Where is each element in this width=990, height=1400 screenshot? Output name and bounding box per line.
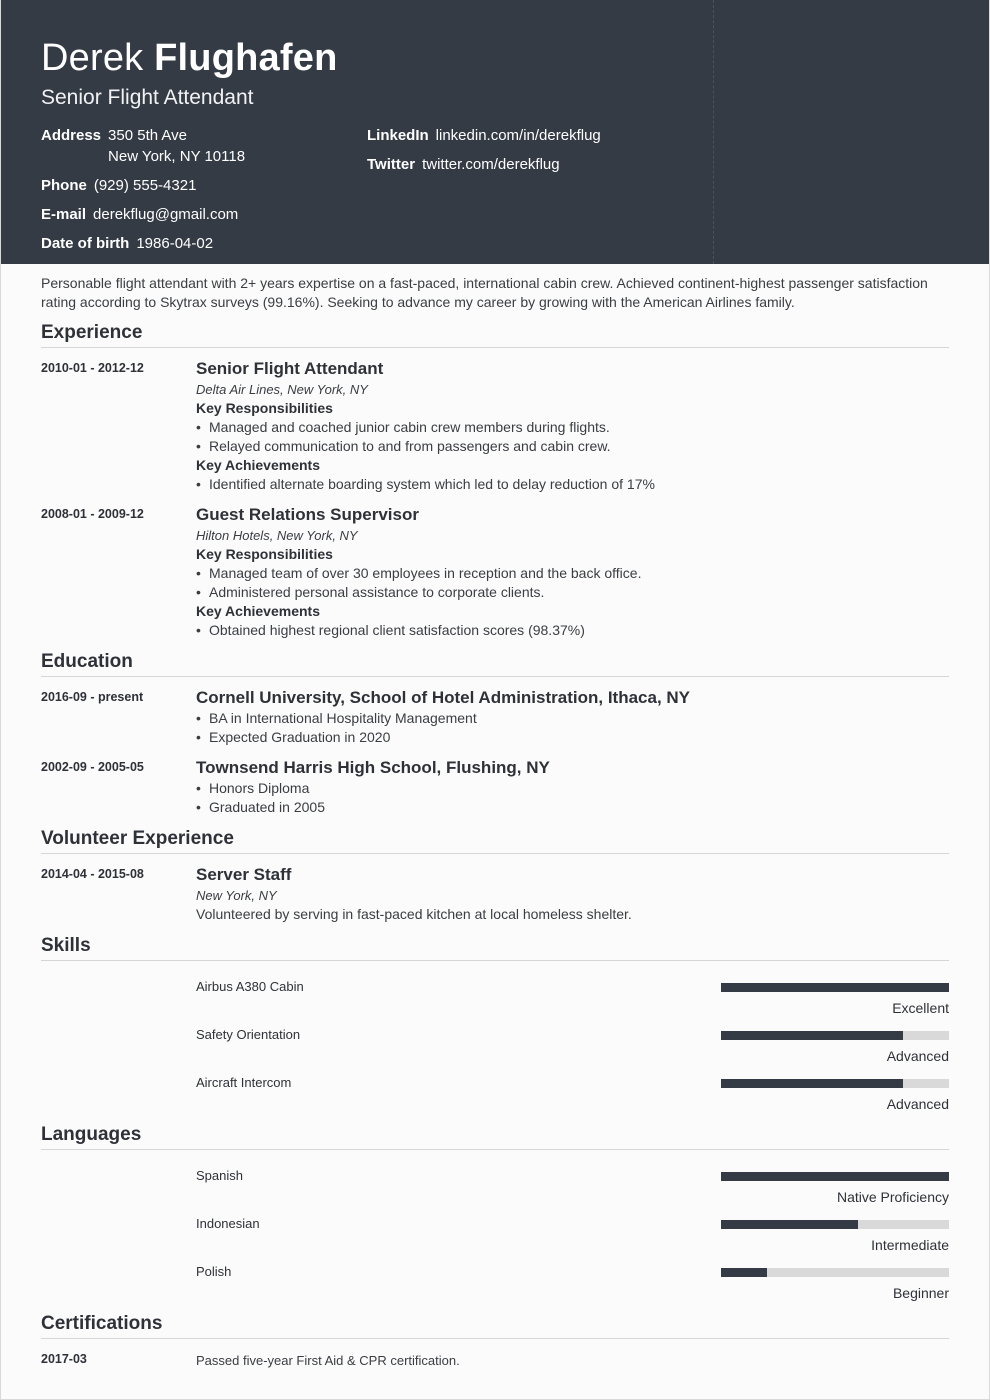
education-entry [41, 757, 949, 817]
linkedin-link[interactable]: linkedin.com/in/derekflug [435, 127, 601, 144]
skills-list [41, 969, 949, 1113]
level-meter [721, 1017, 949, 1065]
list-item: • Administered personal assistance to corporate clients. [196, 583, 949, 602]
address-line2: New York, NY 10118 [108, 148, 246, 165]
level-label: Intermediate [871, 1237, 949, 1253]
level-bar [721, 1079, 949, 1088]
summary: Personable flight attendant with 2+ years expertise on a fast-paced, international cabin crew. Achieved continent-highest passenger satisfaction rating according to Skytrax surveys (99.16%). Seeking to advance my career by growing with the American Airlines family. [41, 275, 928, 310]
row-spacer [41, 1206, 196, 1254]
twitter-row [367, 154, 727, 175]
achievements-heading: Key Achievements [196, 603, 320, 619]
list-item: • Expected Graduation in 2020 [196, 728, 949, 747]
contact-column-left [41, 125, 361, 262]
dob-value: 1986-04-02 [136, 235, 214, 252]
contact-column-right [367, 125, 727, 183]
entry-date: 2010-01 - 2012-12 [41, 361, 144, 375]
language-row [41, 1158, 949, 1206]
list-item: • Relayed communication to and from passengers and cabin crew. [196, 437, 949, 456]
row-spacer [41, 1065, 196, 1113]
entry-content [196, 1349, 949, 1370]
languages-list [41, 1158, 949, 1302]
level-bar [721, 983, 949, 992]
language-row-name: Polish [196, 1264, 232, 1279]
entry-date: 2017-03 [41, 1352, 87, 1366]
address-line1: 350 5th Ave [108, 127, 187, 144]
phone-value: (929) 555-4321 [93, 177, 197, 194]
list-item: • Managed and coached junior cabin crew members during flights. [196, 418, 949, 437]
email-row [41, 204, 361, 225]
skills-section [41, 935, 949, 1113]
linkedin-label: LinkedIn [367, 127, 429, 144]
list-item: • Managed team of over 30 employees in reception and the back office. [196, 564, 949, 583]
education-entry [41, 687, 949, 747]
level-bar-fill [721, 983, 949, 992]
section-title-education: Education [41, 651, 949, 677]
entry-title: Guest Relations Supervisor [196, 505, 419, 524]
entry-company: Delta Air Lines, New York, NY [196, 382, 368, 397]
experience-section [41, 322, 949, 640]
entry-content [196, 757, 949, 817]
level-bar [721, 1220, 949, 1229]
level-meter [721, 1206, 949, 1254]
certification-entry [41, 1349, 949, 1370]
achievements-list [196, 475, 949, 494]
skill-row-name: Airbus A380 Cabin [196, 979, 304, 994]
language-row-name: Indonesian [196, 1216, 260, 1231]
address-row [41, 125, 361, 167]
address-value [108, 125, 245, 167]
level-bar [721, 1268, 949, 1277]
level-label: Advanced [886, 1048, 949, 1064]
section-title-volunteer: Volunteer Experience [41, 828, 949, 854]
row-spacer [41, 1017, 196, 1065]
entry-content [196, 358, 949, 494]
candidate-title: Senior Flight Attendant [41, 86, 254, 109]
entry-date: 2014-04 - 2015-08 [41, 867, 144, 881]
language-row [41, 1254, 949, 1302]
level-label: Excellent [892, 1000, 949, 1016]
level-bar-fill [721, 1031, 903, 1040]
entry-title: Cornell University, School of Hotel Administration, Ithaca, NY [196, 688, 691, 707]
skill-row-name: Safety Orientation [196, 1027, 301, 1042]
candidate-name [41, 36, 949, 80]
resume-body [1, 274, 989, 1370]
entry-content [196, 864, 949, 924]
entry-content [196, 687, 949, 747]
achievements-heading: Key Achievements [196, 457, 320, 473]
language-row-name: Spanish [196, 1168, 243, 1183]
level-bar [721, 1031, 949, 1040]
row-spacer [41, 1158, 196, 1206]
row-spacer [41, 969, 196, 1017]
entry-title: Townsend Harris High School, Flushing, NY [196, 758, 550, 777]
achievements-list [196, 621, 949, 640]
dob-label: Date of birth [41, 235, 130, 252]
dob-row [41, 233, 361, 254]
last-name: Flughafen [154, 37, 338, 79]
certification-text: Passed five-year First Aid & CPR certification. [196, 1353, 460, 1368]
list-item: • Identified alternate boarding system which led to delay reduction of 17% [196, 475, 949, 494]
level-meter [721, 969, 949, 1017]
twitter-link[interactable]: twitter.com/derekflug [422, 156, 560, 173]
entry-date: 2008-01 - 2009-12 [41, 507, 144, 521]
level-meter [721, 1065, 949, 1113]
entry-title: Senior Flight Attendant [196, 359, 384, 378]
level-bar [721, 1172, 949, 1181]
level-bar-fill [721, 1079, 903, 1088]
volunteer-section [41, 828, 949, 924]
responsibilities-heading: Key Responsibilities [196, 546, 333, 562]
level-meter [721, 1254, 949, 1302]
twitter-label: Twitter [367, 156, 416, 173]
volunteer-entry [41, 864, 949, 924]
entry-location: New York, NY [196, 888, 277, 903]
entry-description: Volunteered by serving in fast-paced kitchen at local homeless shelter. [196, 906, 632, 922]
education-details-list [196, 709, 949, 747]
responsibilities-list [196, 564, 949, 602]
entry-title: Server Staff [196, 865, 292, 884]
entry-company: Hilton Hotels, New York, NY [196, 528, 358, 543]
level-bar-fill [721, 1220, 858, 1229]
level-bar-fill [721, 1172, 949, 1181]
level-label: Beginner [892, 1285, 949, 1301]
section-title-languages: Languages [41, 1124, 949, 1150]
level-label: Native Proficiency [836, 1189, 949, 1205]
education-section [41, 651, 949, 817]
languages-section [41, 1124, 949, 1302]
education-details-list [196, 779, 949, 817]
responsibilities-heading: Key Responsibilities [196, 400, 333, 416]
skill-row [41, 1065, 949, 1113]
level-bar-fill [721, 1268, 767, 1277]
list-item: • BA in International Hospitality Management [196, 709, 949, 728]
entry-content [196, 504, 949, 640]
responsibilities-list [196, 418, 949, 456]
skill-row [41, 969, 949, 1017]
list-item: • Obtained highest regional client satisfaction scores (98.37%) [196, 621, 949, 640]
level-label: Advanced [886, 1096, 949, 1112]
list-item: • Honors Diploma [196, 779, 949, 798]
linkedin-row [367, 125, 727, 146]
resume-header [1, 0, 989, 264]
level-meter [721, 1158, 949, 1206]
skill-row-name: Aircraft Intercom [196, 1075, 292, 1090]
language-row [41, 1206, 949, 1254]
entry-date: 2016-09 - present [41, 690, 144, 704]
experience-entry [41, 504, 949, 640]
list-item: • Graduated in 2005 [196, 798, 949, 817]
phone-label: Phone [41, 177, 87, 194]
row-spacer [41, 1254, 196, 1302]
first-name: Derek [41, 37, 144, 79]
section-title-skills: Skills [41, 935, 949, 961]
phone-row [41, 175, 361, 196]
email-value[interactable]: derekflug@gmail.com [93, 206, 239, 223]
certifications-section [41, 1313, 949, 1370]
section-title-experience: Experience [41, 322, 949, 348]
experience-entry [41, 358, 949, 494]
section-title-certifications: Certifications [41, 1313, 949, 1339]
address-label: Address [41, 127, 102, 144]
skill-row [41, 1017, 949, 1065]
email-label: E-mail [41, 206, 87, 223]
entry-date: 2002-09 - 2005-05 [41, 760, 144, 774]
